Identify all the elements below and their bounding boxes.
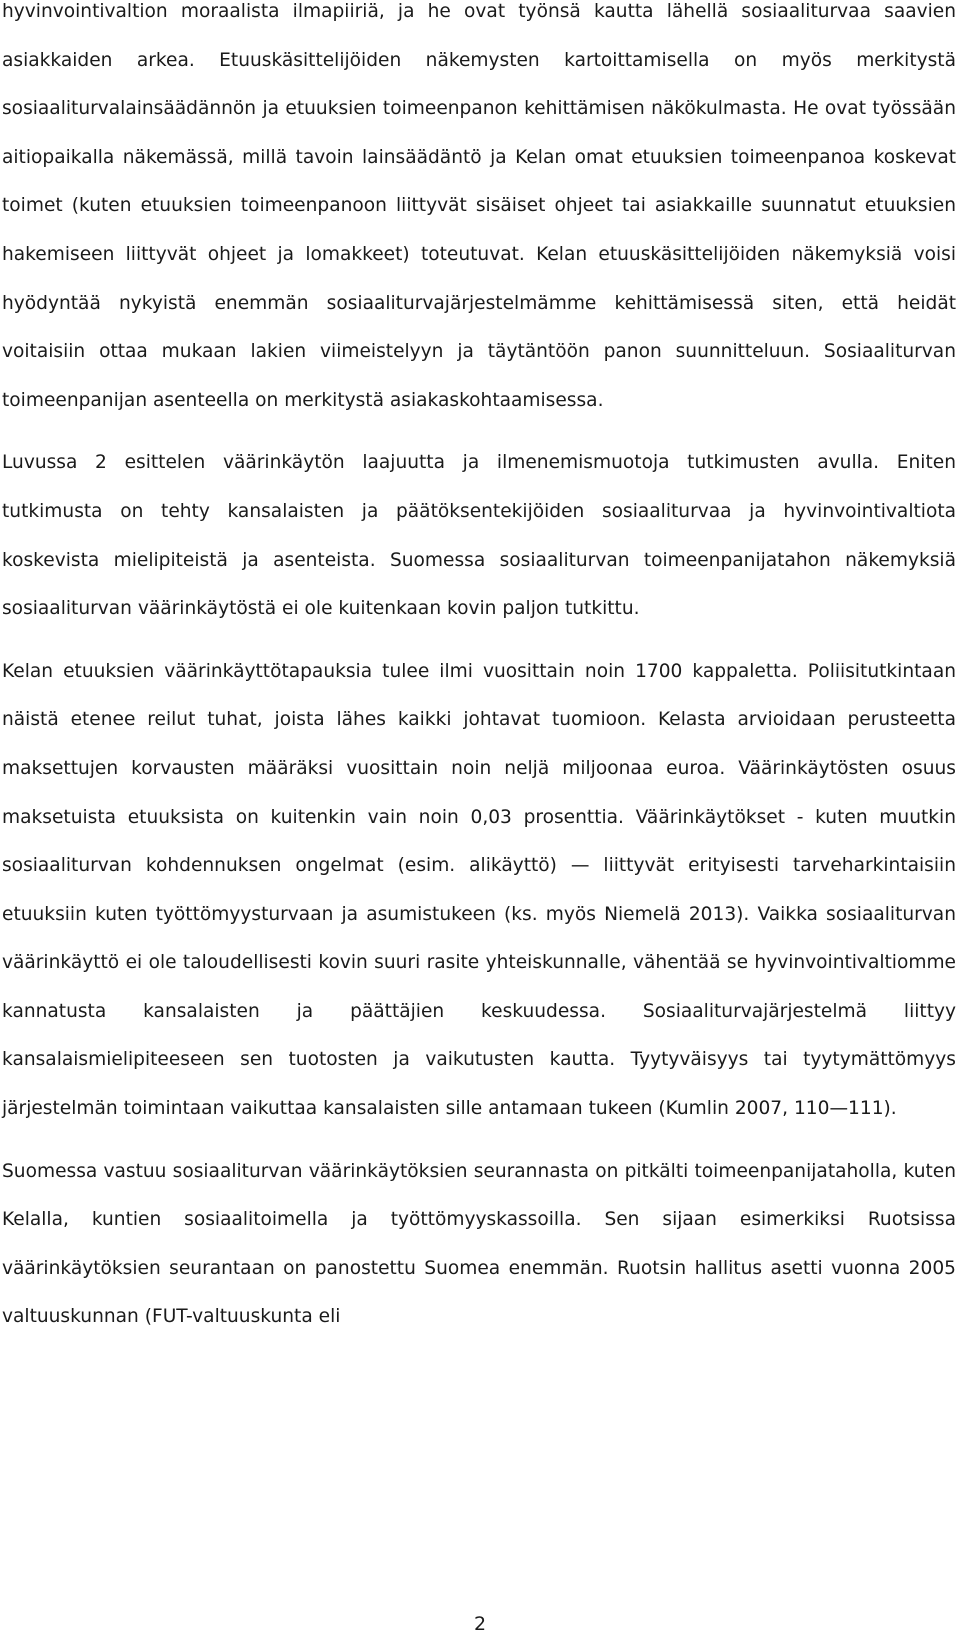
paragraph-monitoring-responsibility: Suomessa vastuu sosiaaliturvan väärinkäytöksien seurannasta on pitkälti toimeenpanijataholla, kuten Kelalla, kuntien sosiaalitoimella ja työttömyyskassoilla. Sen sijaan esimerkiksi Ruotsissa väärinkäytöksien seurantaan on panostettu Suomea enemmän. Ruotsin hallitus asetti vuonna 2005 valtuuskunnan (FUT-valtuuskunta eli <box>2 1160 956 1328</box>
paragraph-chapter-2-overview: Luvussa 2 esittelen väärinkäytön laajuutta ja ilmenemismuotoja tutkimusten avulla. Eniten tutkimusta on tehty kansalaisten ja päätöksentekijöiden sosiaaliturvaa ja hyvinvointivaltiota koskevista mielipiteistä ja asenteista. Suomessa sosiaaliturvan toimeenpanijatahon näkemyksiä sosiaaliturvan väärinkäytöstä ei ole kuitenkaan kovin paljon tutkittu. <box>2 452 956 620</box>
paragraph-intro: hyvinvointivaltion moraalista ilmapiiriä, ja he ovat työnsä kautta lähellä sosiaaliturvaa saavien asiakkaiden arkea. Etuuskäsittelijöiden näkemysten kartoittamisella on myös merkitystä sosiaaliturvalainsäädännön ja etuuksien toimeenpanon kehittämisen näkökulmasta. He ovat työssään aitiopaikalla näkemässä, millä tavoin lainsäädäntö ja Kelan omat etuuksien toimeenpanoa koskevat toimet (kuten etuuksien toimeenpanoon liittyvät sisäiset ohjeet tai asiakkaille suunnatut etuuksien hakemiseen liittyvät ohjeet ja lomakkeet) toteutuvat. Kelan etuuskäsittelijöiden näkemyksiä voisi hyödyntää nykyistä enemmän sosiaaliturvajärjestelmämme kehittämisessä siten, että heidät voitaisiin ottaa mukaan lakien viimeistelyyn ja täytäntöön panon suunnitteluun. Sosiaaliturvan toimeenpanijan asenteella on merkitystä asiakaskohtaamisessa. <box>2 1 956 411</box>
body-text <box>2 0 956 1342</box>
page-number: 2 <box>473 1613 487 1635</box>
paragraph-misuse-statistics: Kelan etuuksien väärinkäyttötapauksia tulee ilmi vuosittain noin 1700 kappaletta. Poliisitutkintaan näistä etenee reilut tuhat, joista lähes kaikki johtavat tuomioon. Kelasta arvioidaan perusteetta maksettujen korvausten määräksi vuosittain noin neljä miljoonaa euroa. Väärinkäytösten osuus maksetuista etuuksista on kuitenkin vain noin 0,03 prosenttia. Väärinkäytökset - kuten muutkin sosiaaliturvan kohdennuksen ongelmat (esim. alikäyttö) — liittyvät erityisesti tarveharkintaisiin etuuksiin kuten työttömyysturvaan ja asumistukeen (ks. myös Niemelä 2013). Vaikka sosiaaliturvan väärinkäyttö ei ole taloudellisesti kovin suuri rasite yhteiskunnalle, vähentää se hyvinvointivaltiomme kannatusta kansalaisten ja päättäjien keskuudessa. Sosiaaliturvajärjestelmä liittyy kansalaismielipiteeseen sen tuotosten ja vaikutusten kautta. Tyytyväisyys tai tyytymättömyys järjestelmän toimintaan vaikuttaa kansalaisten sille antamaan tukeen (Kumlin 2007, 110—111). <box>2 660 956 1120</box>
